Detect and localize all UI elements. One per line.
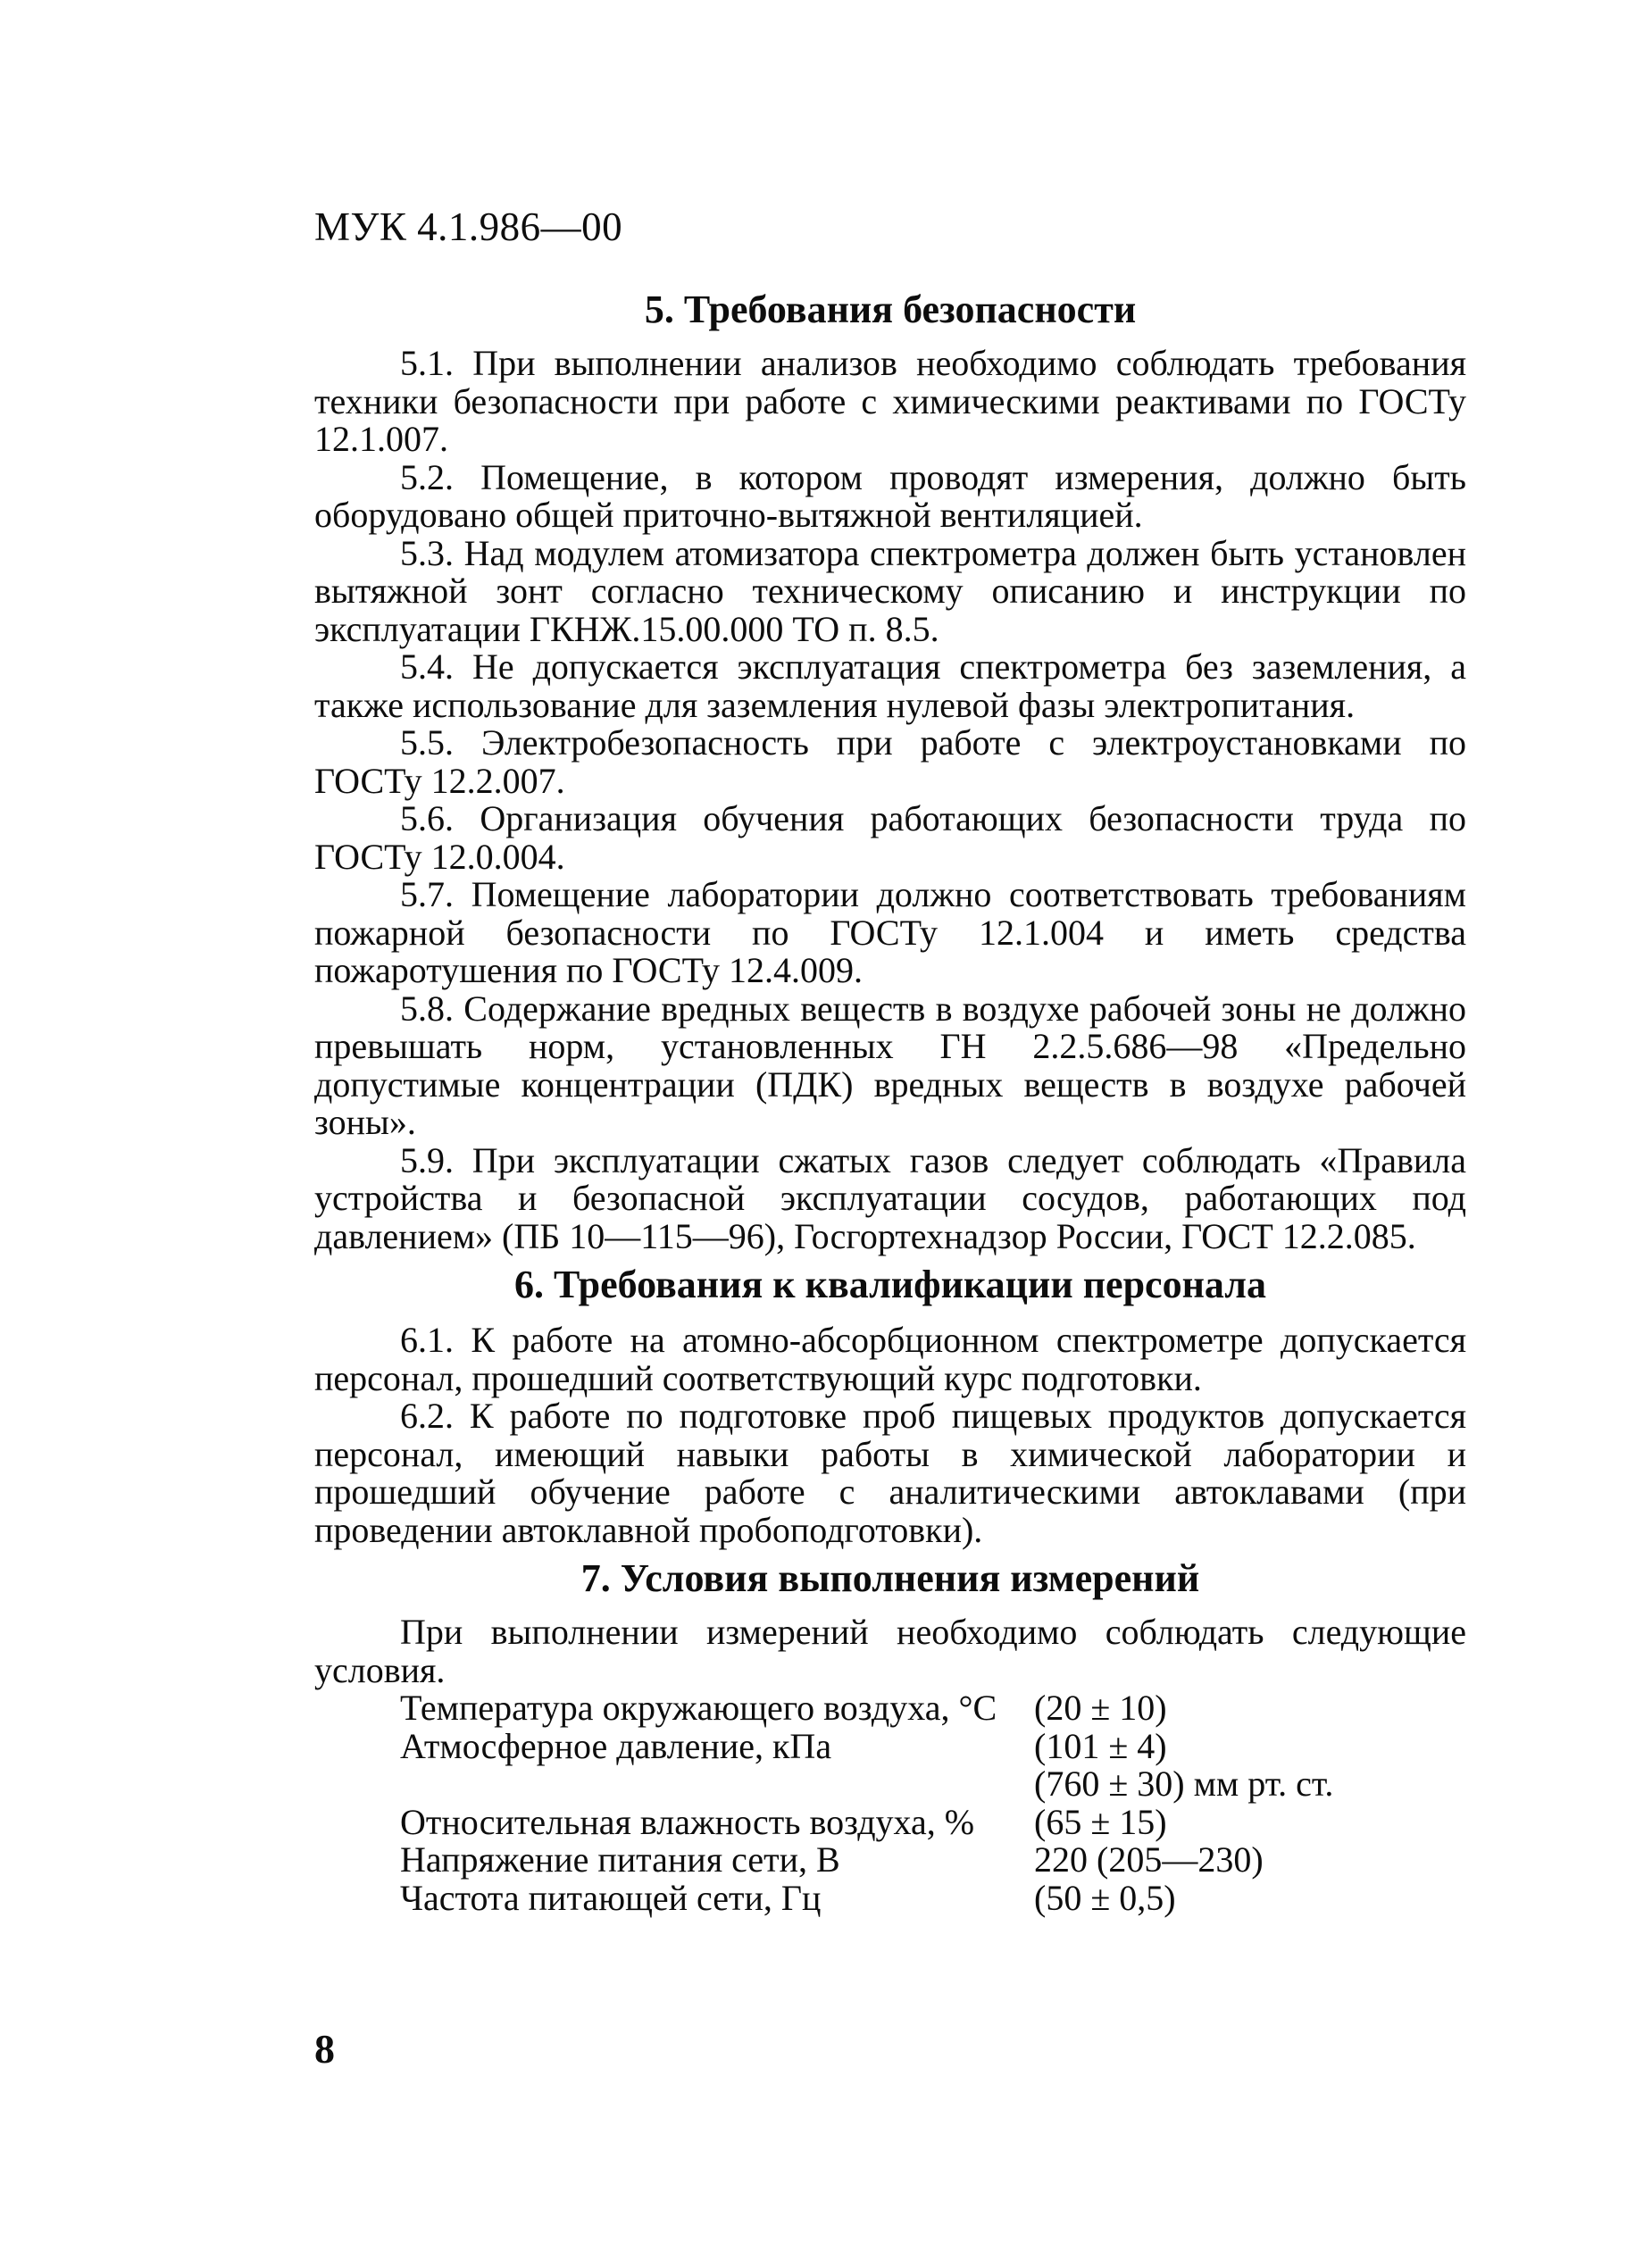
condition-value: 220 (205—230) — [1034, 1839, 1264, 1880]
condition-value: (760 ± 30) мм рт. ст. — [1034, 1764, 1334, 1804]
condition-label — [400, 1765, 1034, 1804]
paragraph-5-6: 5.6. Организация обучения работающих безопасности труда по ГОСТу 12.0.004. — [314, 798, 1466, 877]
paragraph-6-1: 6.1. К работе на атомно-абсорбционном спектрометре допускается персонал, прошедший соответствующий курс подготовки. — [314, 1320, 1466, 1398]
condition-label: Относительная влажность воздуха, % — [400, 1801, 975, 1842]
paragraph-5-9: 5.9. При эксплуатации сжатых газов следует соблюдать «Правила устройства и безопасной эксплуатации сосудов, работающих под давлением» (ПБ 10—115—96), Госгортехнадзор России, ГОСТ 12.2.085. — [314, 1139, 1466, 1256]
condition-label: Напряжение питания сети, В — [400, 1839, 840, 1880]
conditions-table — [400, 1689, 1333, 1917]
condition-value: (101 ± 4) — [1034, 1725, 1167, 1766]
page-number: 8 — [314, 2026, 335, 2072]
condition-value: (65 ± 15) — [1034, 1801, 1167, 1842]
condition-row — [400, 1689, 1333, 1728]
paragraph-5-2: 5.2. Помещение, в котором проводят измерения, должно быть оборудовано общей приточно-вытяжной вентиляцией. — [314, 456, 1466, 535]
condition-row — [400, 1804, 1333, 1842]
paragraph-5-7: 5.7. Помещение лаборатории должно соответствовать требованиям пожарной безопасности по ГОСТу 12.1.004 и иметь средства пожаротушения по ГОСТу 12.4.009. — [314, 874, 1466, 990]
condition-label: Атмосферное давление, кПа — [400, 1725, 832, 1766]
condition-row — [400, 1880, 1333, 1918]
paragraph-5-5: 5.5. Электробезопасность при работе с электроустановками по ГОСТу 12.2.007. — [314, 722, 1466, 801]
document-code: МУК 4.1.986—00 — [314, 204, 623, 249]
condition-label: Температура окружающего воздуха, °С — [400, 1688, 997, 1728]
section-7-intro: При выполнении измерений необходимо соблюдать следующие условия. — [314, 1612, 1466, 1690]
section-6-title: 6. Требования к квалификации персонала — [514, 1263, 1266, 1306]
condition-label: Частота питающей сети, Гц — [400, 1877, 822, 1918]
condition-row — [400, 1841, 1333, 1880]
paragraph-5-8: 5.8. Содержание вредных веществ в воздухе рабочей зоны не должно превышать норм, установленных ГН 2.2.5.686—98 «Предельно допустимые концентрации (ПДК) вредных веществ в воздухе рабочей зоны». — [314, 988, 1466, 1142]
condition-row — [400, 1728, 1333, 1766]
section-5-title: 5. Требования безопасности — [644, 288, 1137, 331]
condition-value: (50 ± 0,5) — [1034, 1877, 1176, 1918]
section-7-title: 7. Условия выполнения измерений — [580, 1556, 1200, 1600]
condition-row — [400, 1765, 1333, 1804]
condition-value: (20 ± 10) — [1034, 1688, 1167, 1728]
paragraph-6-2: 6.2. К работе по подготовке проб пищевых продуктов допускается персонал, имеющий навыки работы в химической лаборатории и прошедший обучение работе с аналитическими автоклавами (при проведении автоклавной пробоподготовки). — [314, 1396, 1466, 1550]
document-body — [314, 284, 1466, 1917]
paragraph-5-1: 5.1. При выполнении анализов необходимо соблюдать требования техники безопасности при работе с химическими реактивами по ГОСТу 12.1.007. — [314, 343, 1466, 459]
paragraph-5-3: 5.3. Над модулем атомизатора спектрометра должен быть установлен вытяжной зонт согласно техническому описанию и инструкции по эксплуатации ГКНЖ.15.00.000 ТО п. 8.5. — [314, 532, 1466, 649]
paragraph-5-4: 5.4. Не допускается эксплуатация спектрометра без заземления, а также использование для заземления нулевой фазы электропитания. — [314, 646, 1466, 725]
